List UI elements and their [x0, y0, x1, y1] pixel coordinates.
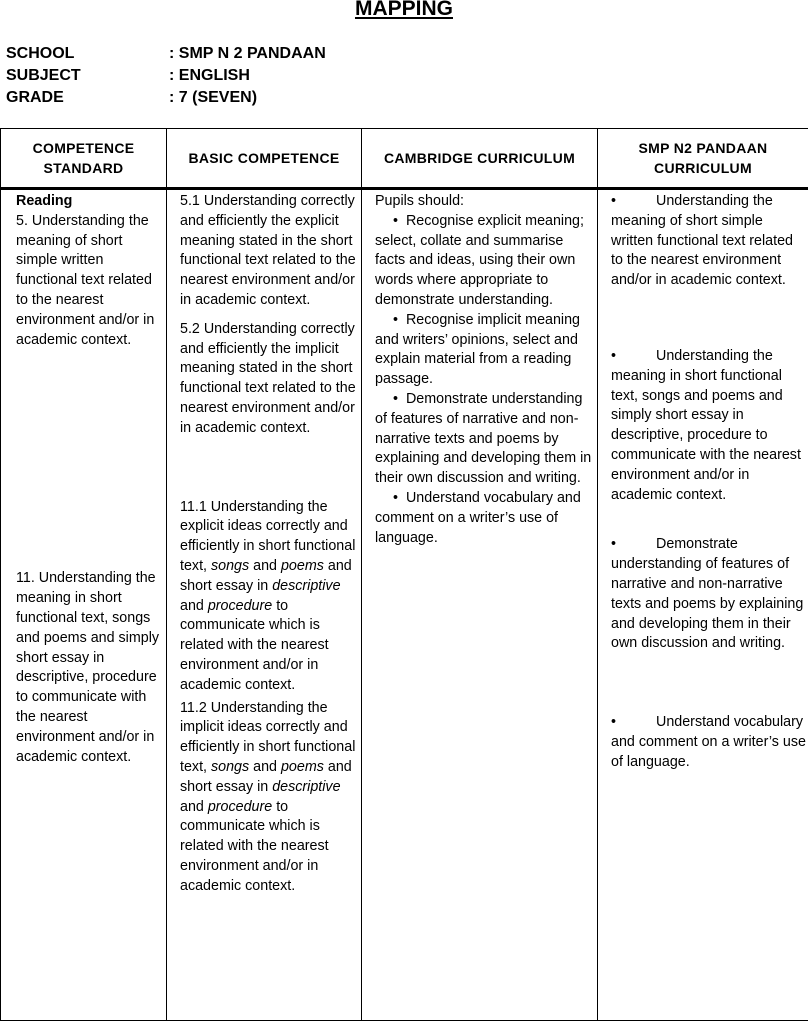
mapping-table — [0, 128, 808, 1021]
bc-11-1-text-b: and short essay in — [180, 558, 352, 594]
bullet-icon: • — [611, 347, 656, 367]
bc-11-1-and-2: and — [180, 598, 208, 614]
smp-curriculum-cell — [598, 189, 808, 1021]
page-title: MAPPING — [0, 0, 808, 24]
bullet-icon: • — [611, 192, 656, 212]
basic-competence-5-2: 5.2 Understanding correctly and efficiently the implicit meaning stated in the short functional text related to the nearest environment and/or in academic context. — [180, 320, 358, 439]
basic-competence-5-1: 5.1 Understanding correctly and efficiently the explicit meaning stated in the short functional text related to the nearest environment and/or in academic context. — [180, 192, 358, 311]
standard-5: 5. Understanding the meaning of short simple written functional text related to the nearest environment and/or in academic context. — [16, 212, 165, 351]
grade-row — [6, 87, 326, 109]
standard-11: 11. Understanding the meaning in short functional text, songs and poems and simply short essay in descriptive, procedure to communicate with the nearest environment and/or in academic context. — [16, 569, 165, 767]
bc-11-1-descriptive: descriptive — [272, 578, 340, 594]
header-basic-competence: BASIC COMPETENCE — [167, 129, 362, 189]
cambridge-item — [375, 390, 594, 489]
bc-11-1-poems: poems — [281, 558, 324, 574]
bc-11-2-text-a: 11.2 Understanding the implicit ideas correctly and efficiently in short functional text, — [180, 700, 355, 775]
bullet-icon: • — [375, 391, 398, 407]
bc-11-2-poems: poems — [281, 759, 324, 775]
grade-value: : 7 (SEVEN) — [169, 89, 257, 106]
smp-item — [611, 713, 806, 772]
school-label: SCHOOL — [6, 43, 169, 65]
bullet-icon: • — [611, 535, 656, 555]
pupils-should-intro: Pupils should: — [375, 192, 594, 212]
subject-row — [6, 65, 326, 87]
bc-11-1-text-c: to communicate which is related with the nearest environment and/or in academic context. — [180, 598, 329, 693]
cambridge-item — [375, 212, 594, 311]
bullet-icon: • — [375, 213, 398, 229]
school-row — [6, 43, 326, 65]
cambridge-item-text: Understand vocabulary and comment on a writer’s use of language. — [375, 490, 581, 546]
header-competence-standard: COMPETENCE STANDARD — [1, 129, 167, 189]
bc-11-2-text-c: to communicate which is related with the nearest environment and/or in academic context. — [180, 799, 329, 894]
bc-11-1-and-1: and — [249, 558, 281, 574]
smp-item-text: Understanding the meaning of short simple written functional text related to the nearest environment and/or in academic context. — [611, 193, 793, 288]
cambridge-item-text: Demonstrate understanding of features of narrative and non-narrative texts and poems by explaining and developing them in their own discussion and writing. — [375, 391, 591, 486]
bc-11-2-procedure: procedure — [208, 799, 272, 815]
document-info — [6, 43, 326, 109]
bc-11-2-descriptive: descriptive — [272, 779, 340, 795]
grade-label: GRADE — [6, 87, 169, 109]
basic-competence-11-1 — [180, 498, 358, 696]
bullet-icon: • — [375, 312, 398, 328]
reading-heading: Reading — [16, 192, 165, 212]
header-smp-curriculum: SMP N2 PANDAAN CURRICULUM — [598, 129, 808, 189]
cambridge-item-text: Recognise implicit meaning and writers’ opinions, select and explain material from a reading passage. — [375, 312, 580, 387]
subject-value: : ENGLISH — [169, 67, 250, 84]
bc-11-2-text-b: and short essay in — [180, 759, 352, 795]
bullet-icon: • — [611, 713, 656, 733]
competence-standard-cell — [1, 189, 167, 1021]
table-header-row — [1, 129, 808, 189]
table-row — [1, 189, 808, 1021]
smp-item — [611, 347, 806, 505]
bc-11-1-songs: songs — [211, 558, 249, 574]
school-value: : SMP N 2 PANDAAN — [169, 45, 326, 62]
subject-label: SUBJECT — [6, 65, 169, 87]
cambridge-item — [375, 489, 594, 548]
cambridge-item-text: Recognise explicit meaning; select, collate and summarise facts and ideas, using their own words where appropriate to demonstrate understanding. — [375, 213, 584, 308]
bc-11-2-songs: songs — [211, 759, 249, 775]
bc-11-2-and-1: and — [249, 759, 281, 775]
smp-item-text: Demonstrate understanding of features of narrative and non-narrative texts and poems by explaining and developing them in their own discussion and writing. — [611, 536, 803, 651]
smp-item-text: Understand vocabulary and comment on a writer’s use of language. — [611, 714, 806, 770]
basic-competence-cell — [167, 189, 362, 1021]
smp-item-text: Understanding the meaning in short functional text, songs and poems and simply short essay in descriptive, procedure to communicate with the nearest environment and/or in academic context. — [611, 348, 801, 503]
bc-11-1-text-a: 11.1 Understanding the explicit ideas correctly and efficiently in short functional text, — [180, 499, 355, 574]
cambridge-item — [375, 311, 594, 390]
bc-11-2-and-2: and — [180, 799, 208, 815]
bullet-icon: • — [375, 490, 398, 506]
header-cambridge-curriculum: CAMBRIDGE CURRICULUM — [362, 129, 598, 189]
basic-competence-11-2 — [180, 699, 358, 897]
smp-item — [611, 535, 806, 654]
smp-item — [611, 192, 806, 291]
bc-11-1-procedure: procedure — [208, 598, 272, 614]
cambridge-curriculum-cell — [362, 189, 598, 1021]
